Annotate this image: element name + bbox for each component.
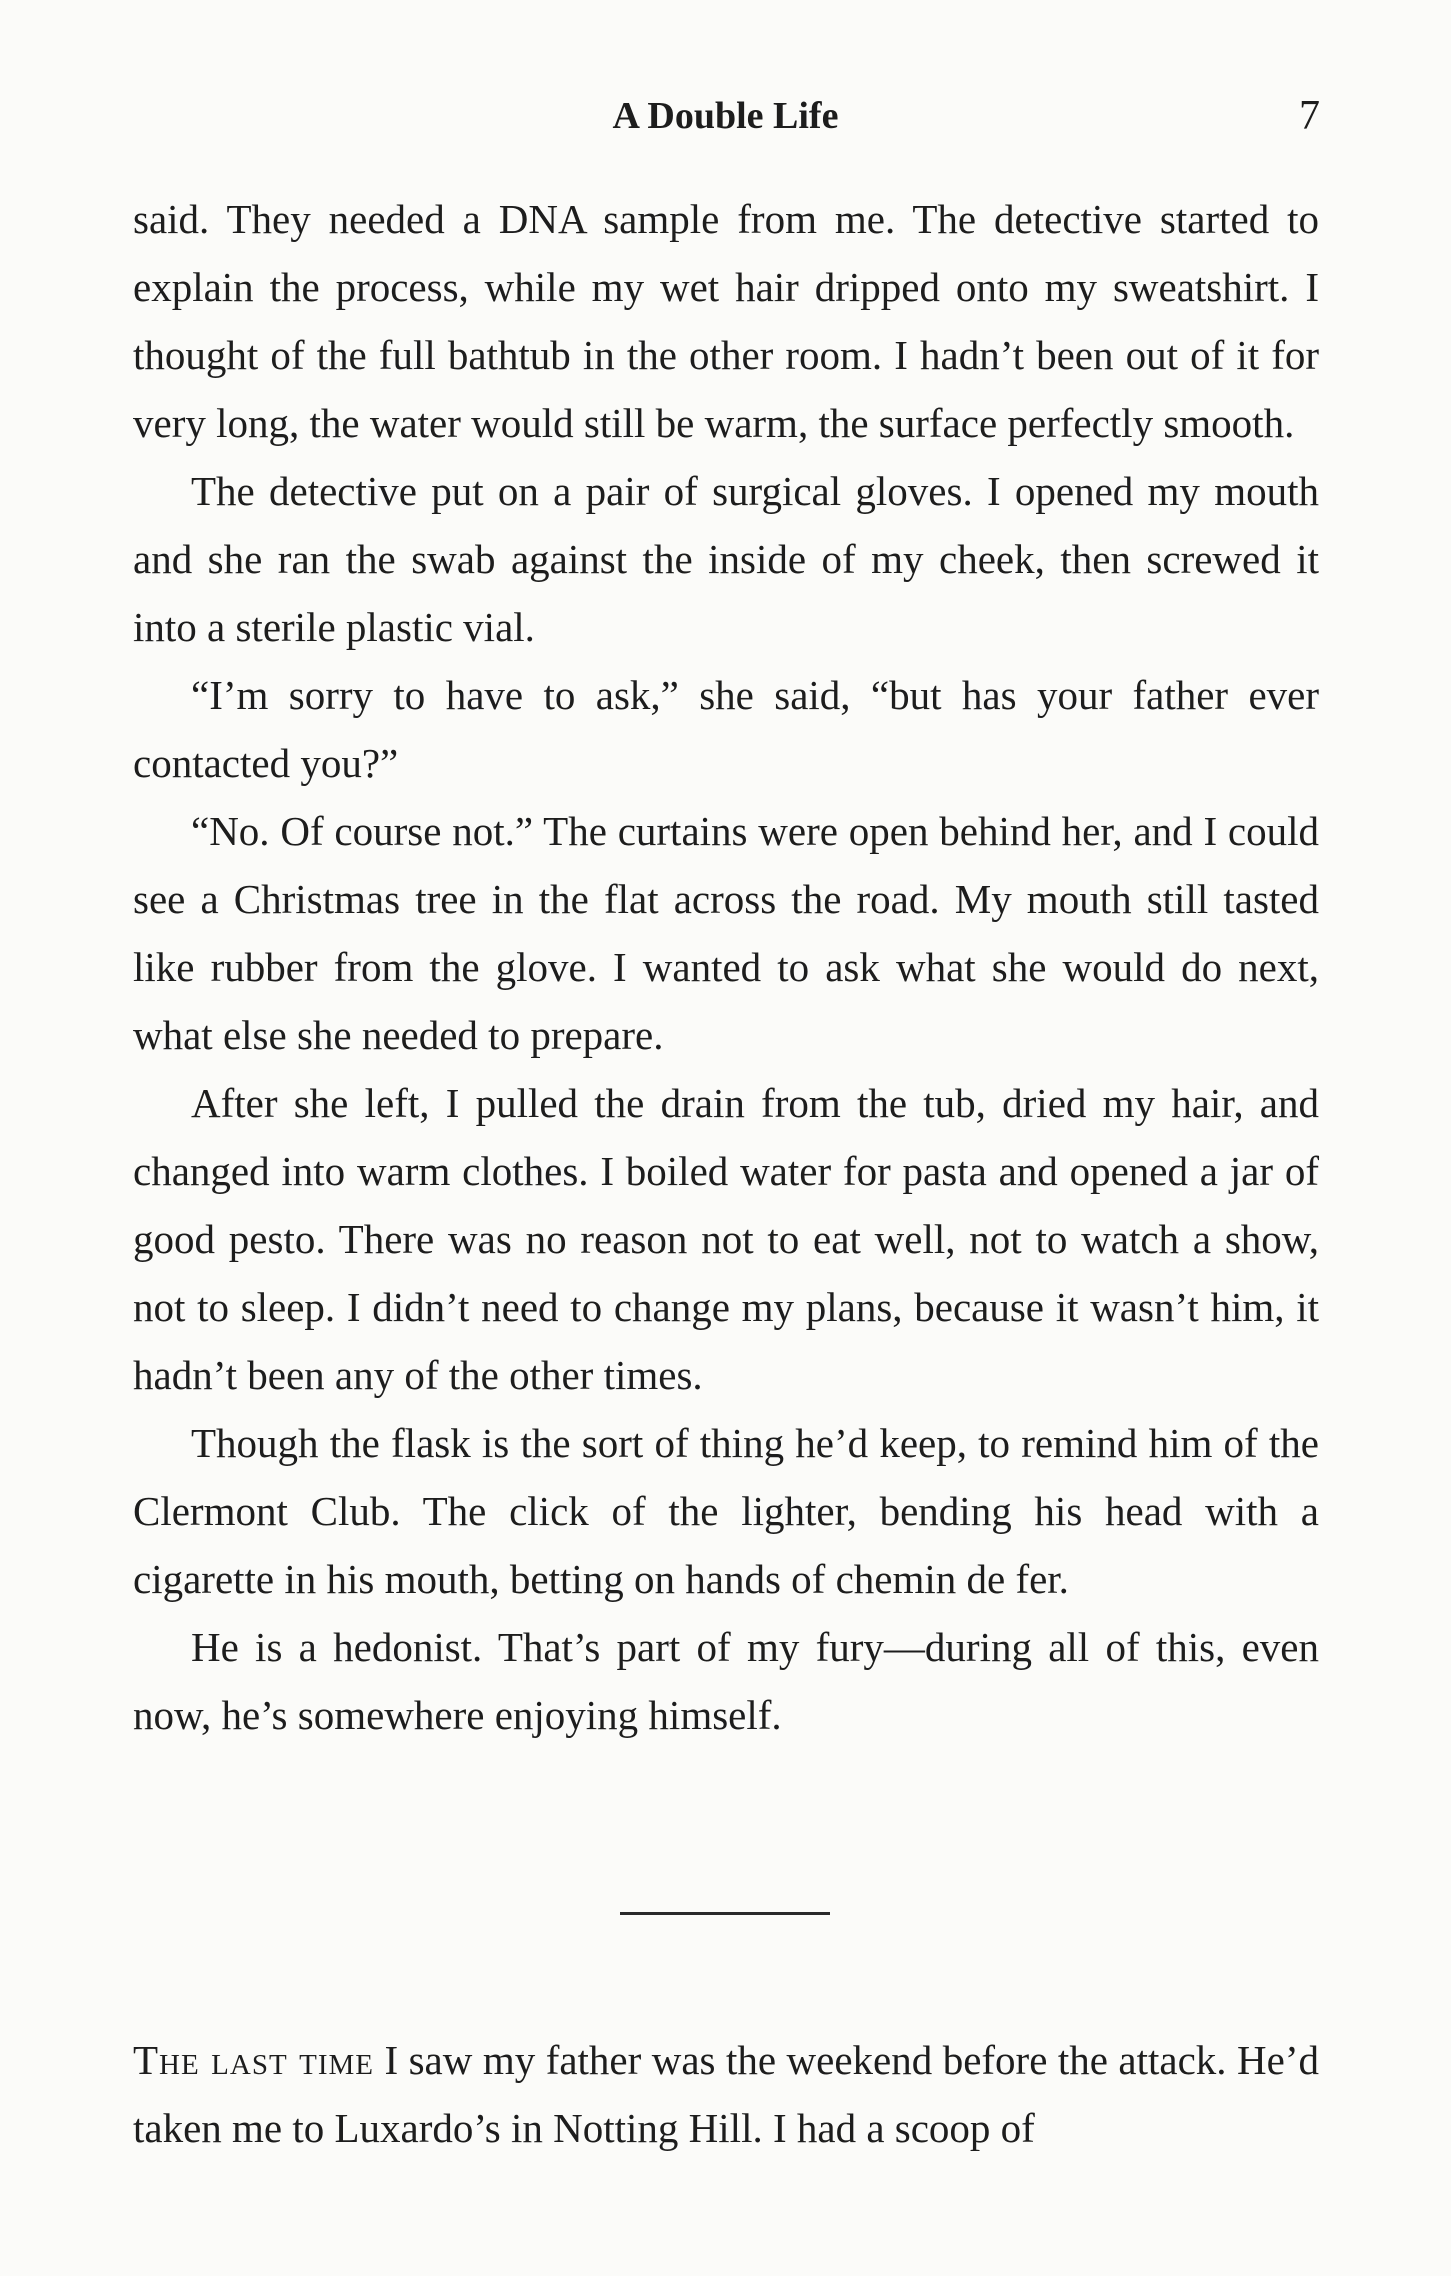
section-lead-in: The last time [133, 2037, 375, 2083]
paragraph: After she left, I pulled the drain from the tub, dried my hair, and changed into warm clothes. I boiled water for pasta and opened a jar of good pesto. There was no reason not to eat well, not to watch a show, not to sleep. I didn’t need to change my plans, because it wasn’t him, it hadn’t been any of the other times. [133, 1080, 1319, 1398]
running-head-title: A Double Life [612, 95, 839, 137]
paragraph: He is a hedonist. That’s part of my fury—during all of this, even now, he’s somewhere enjoying himself. [133, 1624, 1319, 1738]
page-number: 7 [1299, 93, 1320, 139]
paragraph: said. They needed a DNA sample from me. The detective started to explain the process, while my wet hair dripped onto my sweatshirt. I thought of the full bathtub in the other room. I hadn’t been out of it for very long, the water would still be warm, the surface perfectly smooth. [133, 196, 1319, 446]
paragraph [133, 2026, 1319, 2162]
paragraph: The detective put on a pair of surgical gloves. I opened my mouth and she ran the swab against the inside of my cheek, then screwed it into a sterile plastic vial. [133, 468, 1319, 650]
section-two-body: I saw my father was the weekend before the attack. He’d taken me to Luxardo’s in Notting Hill. I had a scoop of [133, 2037, 1319, 2151]
paragraph: “No. Of course not.” The curtains were open behind her, and I could see a Christmas tree in the flat across the road. My mouth still tasted like rubber from the glove. I wanted to ask what she would do next, what else she needed to prepare. [133, 808, 1319, 1058]
paragraph: “I’m sorry to have to ask,” she said, “but has your father ever contacted you?” [133, 672, 1319, 786]
paragraph: Though the flask is the sort of thing he’d keep, to remind him of the Clermont Club. The click of the lighter, bending his head with a cigarette in his mouth, betting on hands of chemin de fer. [133, 1420, 1319, 1602]
body-text [133, 185, 1319, 1749]
section-two-text [133, 2026, 1319, 2162]
running-head [0, 86, 1451, 146]
section-break-rule [620, 1912, 830, 1915]
